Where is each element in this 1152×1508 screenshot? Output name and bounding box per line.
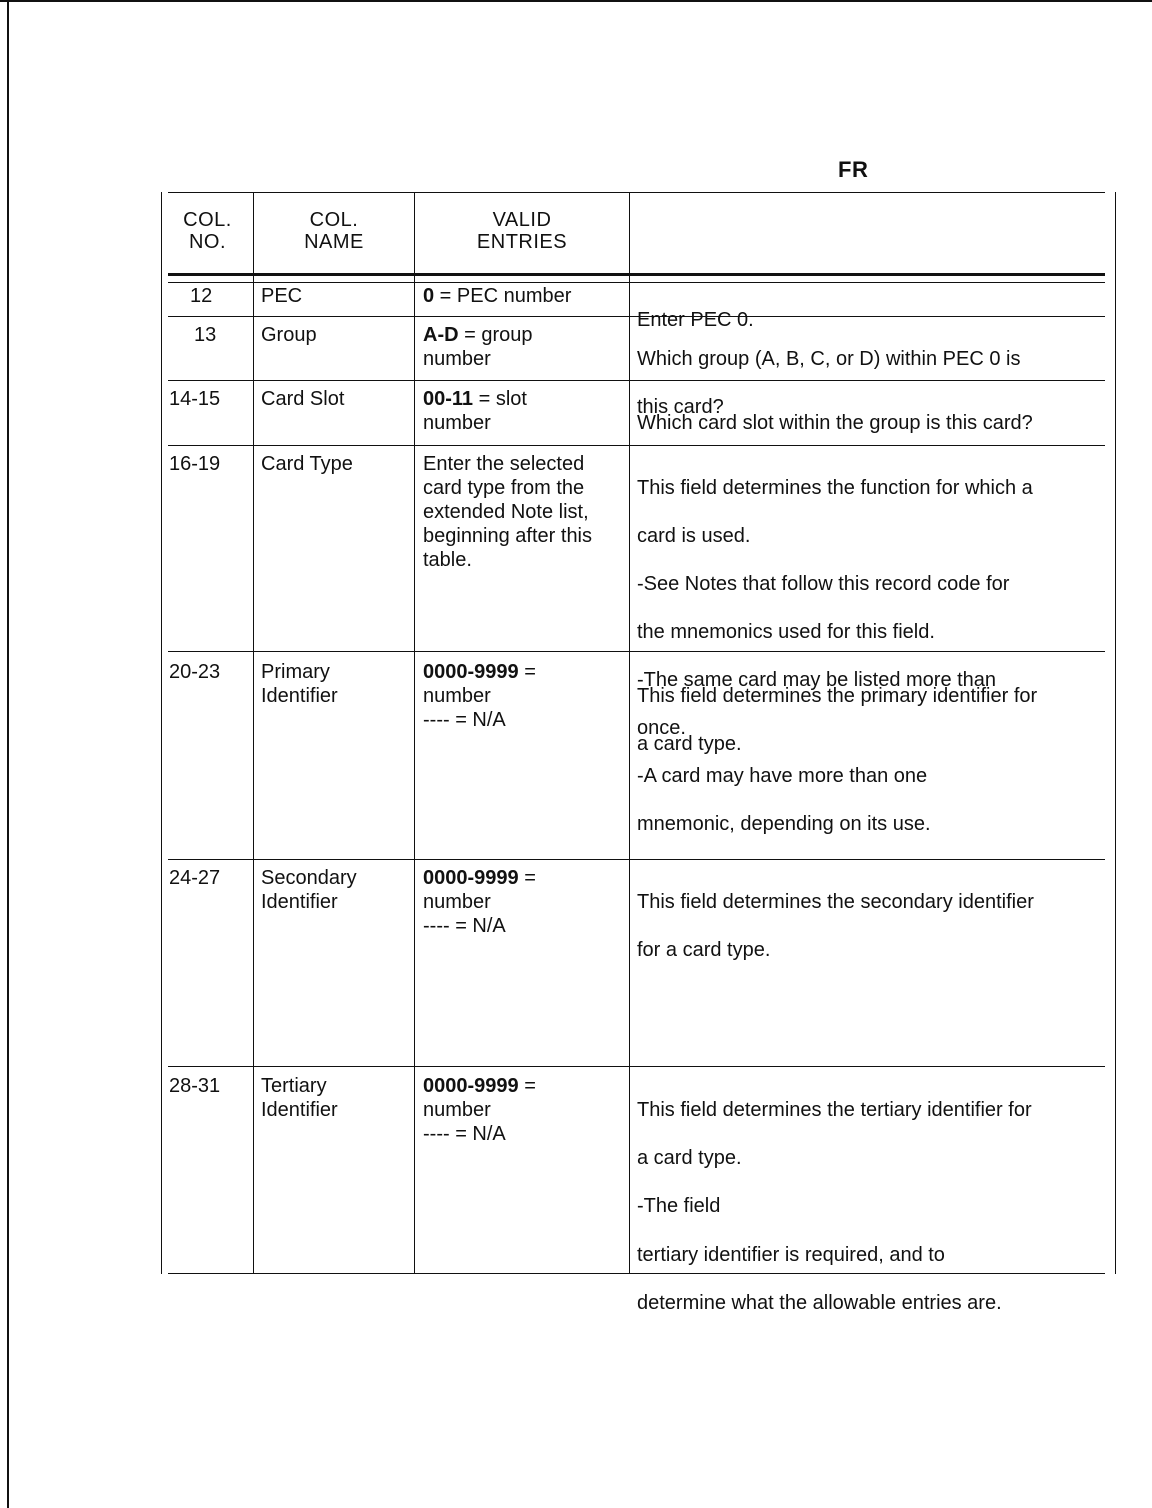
col-name-cell: Group bbox=[261, 324, 317, 346]
valid-entries-cell bbox=[423, 323, 533, 371]
description-line: -The field bbox=[637, 1195, 721, 1217]
col-name-cell: Card Type bbox=[261, 453, 353, 475]
entry-text: = number ---- = N/A bbox=[423, 661, 536, 731]
col-no-cell: 24-27 bbox=[169, 867, 221, 889]
valid-entries-cell bbox=[423, 284, 571, 308]
description-cell bbox=[637, 452, 1109, 860]
header-valid-entries: VALID ENTRIES bbox=[476, 209, 568, 253]
table-right-rule bbox=[1115, 192, 1116, 1274]
record-code-title: FR bbox=[838, 157, 869, 182]
col-divider-2 bbox=[414, 192, 415, 1274]
description-line: This field determines the function for which a bbox=[637, 477, 1033, 499]
entry-text: Enter the selected card type from the extended Note list, beginning after this table. bbox=[423, 453, 593, 571]
description-line: -A card may have more than one bbox=[637, 765, 928, 787]
description-line: -See Notes that follow this record code for bbox=[637, 573, 1010, 595]
entry-bold: A-D bbox=[423, 324, 459, 346]
row-rule-7 bbox=[168, 1066, 1105, 1067]
col-divider-1 bbox=[253, 192, 254, 1274]
col-no-cell: 20-23 bbox=[169, 661, 221, 683]
page-top-border bbox=[0, 0, 1152, 2]
valid-entries-cell bbox=[423, 452, 592, 572]
col-name-cell: PEC bbox=[261, 285, 303, 307]
description-line: for a card type. bbox=[637, 939, 771, 961]
table-left-rule bbox=[161, 192, 162, 1274]
col-no-cell: 14-15 bbox=[169, 388, 221, 410]
col-name-cell: Card Slot bbox=[261, 388, 345, 410]
col-no-cell: 28-31 bbox=[169, 1075, 221, 1097]
entry-bold: 00-11 bbox=[423, 388, 474, 410]
description-cell bbox=[637, 1074, 1112, 1242]
description-cell bbox=[637, 866, 1109, 986]
description-line: a card type. bbox=[637, 1147, 742, 1169]
description-line: This field determines the tertiary identifier for bbox=[637, 1099, 1032, 1121]
row-rule-1 bbox=[168, 282, 1105, 283]
col-name-cell: Secondary Identifier bbox=[261, 867, 357, 913]
description-cell bbox=[637, 660, 1112, 780]
description-line: This field determines the primary identifier for bbox=[637, 685, 1038, 707]
header-col-no: COL. NO. bbox=[183, 209, 232, 253]
description-cell bbox=[637, 387, 1112, 459]
col-no-cell: 13 bbox=[194, 324, 217, 346]
valid-entries-cell bbox=[423, 387, 527, 435]
header-bottom-rule bbox=[168, 273, 1105, 276]
page-left-border bbox=[7, 0, 9, 1508]
description-line: Enter PEC 0. bbox=[637, 309, 754, 331]
description-line: this card? bbox=[637, 396, 724, 418]
col-no-cell: 16-19 bbox=[169, 453, 221, 475]
col-name-cell: Tertiary Identifier bbox=[261, 1075, 338, 1121]
entry-bold: 0000-9999 bbox=[423, 867, 519, 889]
entry-text: = number ---- = N/A bbox=[423, 867, 536, 937]
description-line: mnemonic, depending on its use. bbox=[637, 813, 931, 835]
description-tail bbox=[637, 1219, 1109, 1339]
description-line: Which group (A, B, C, or D) within PEC 0 is bbox=[637, 348, 1021, 370]
description-line: a card type. bbox=[637, 733, 742, 755]
description-line: card is used. bbox=[637, 525, 751, 547]
description-line: This field determines the secondary identifier bbox=[637, 891, 1034, 913]
col-no-cell: 12 bbox=[190, 285, 213, 307]
valid-entries-cell bbox=[423, 660, 536, 732]
entry-bold: 0000-9999 bbox=[423, 1075, 519, 1097]
col-name-cell: Primary Identifier bbox=[261, 661, 338, 707]
description-line: the mnemonics used for this field. bbox=[637, 621, 935, 643]
entry-text: = number ---- = N/A bbox=[423, 1075, 536, 1145]
header-col-name: COL. NAME bbox=[304, 209, 364, 253]
col-divider-3 bbox=[629, 192, 630, 1274]
description-line: Which card slot within the group is this card? bbox=[637, 412, 1033, 434]
entry-bold: 0 bbox=[423, 285, 435, 307]
description-line: determine what the allowable entries are. bbox=[637, 1292, 1002, 1314]
valid-entries-cell bbox=[423, 866, 536, 938]
entry-text: = slot number bbox=[423, 388, 527, 434]
valid-entries-cell bbox=[423, 1074, 536, 1146]
entry-bold: 0000-9999 bbox=[423, 661, 519, 683]
table-top-rule bbox=[168, 192, 1105, 193]
entry-text: = group number bbox=[423, 324, 533, 370]
description-line: -The same card may be listed more than bbox=[637, 669, 997, 691]
entry-text: = PEC number bbox=[434, 285, 572, 307]
description-line: once. bbox=[637, 717, 686, 739]
description-line: tertiary identifier is required, and to bbox=[637, 1244, 945, 1266]
